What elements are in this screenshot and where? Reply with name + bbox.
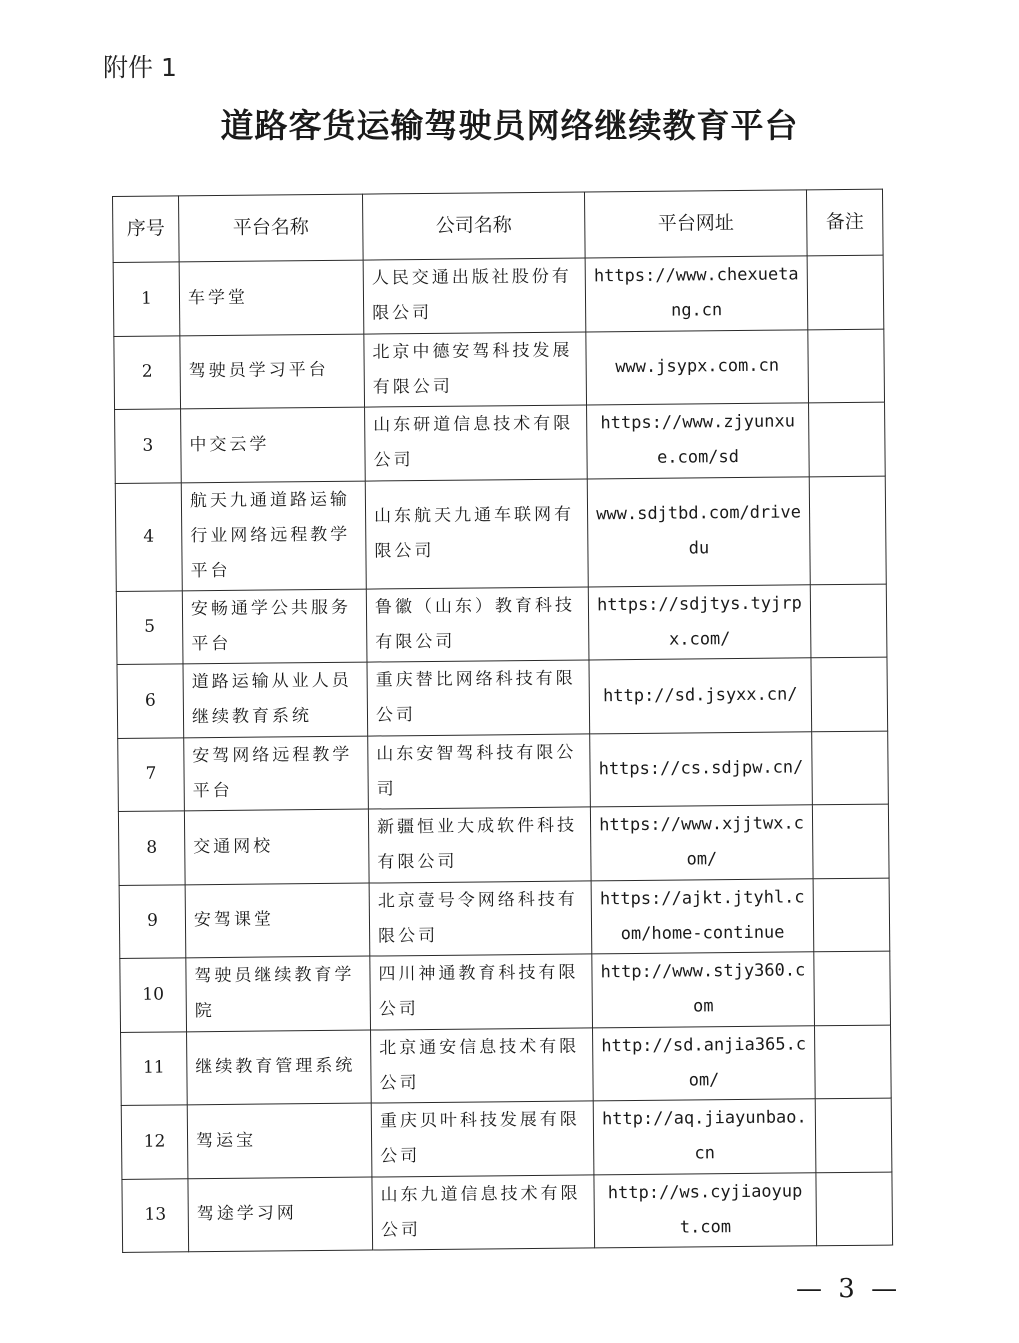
table-row <box>115 476 886 591</box>
table-row <box>116 584 887 665</box>
platform-url: http://sd.anjia365.com/ <box>593 1025 816 1101</box>
platform-name: 驾运宝 <box>187 1103 372 1178</box>
platform-name: 航天九通道路运输行业网络远程教学平台 <box>181 481 366 591</box>
platform-name: 中交云学 <box>181 407 366 482</box>
table-row <box>113 255 884 336</box>
note <box>809 476 886 585</box>
company-name: 山东安智驾科技有限公司 <box>368 733 591 809</box>
table-row <box>118 804 889 885</box>
company-name: 北京通安信息技术有限公司 <box>371 1027 594 1103</box>
platform-table <box>112 189 893 1253</box>
table-row <box>114 329 885 410</box>
row-number: 12 <box>121 1105 188 1179</box>
column-header-platform-url: 平台网址 <box>584 190 807 258</box>
table-header-row <box>113 189 884 262</box>
page-number: — 3 — <box>796 1274 902 1304</box>
company-name: 山东航天九通车联网有限公司 <box>365 478 588 588</box>
note <box>809 402 886 476</box>
company-name: 鲁徽（山东）教育科技有限公司 <box>366 586 589 662</box>
row-number: 9 <box>119 884 186 958</box>
platform-url: http://sd.jsyxx.cn/ <box>589 658 812 734</box>
table-row <box>119 878 890 959</box>
table-row <box>120 951 891 1032</box>
note <box>812 804 889 878</box>
column-header-platform-name: 平台名称 <box>179 194 364 262</box>
column-header-company-name: 公司名称 <box>362 192 585 260</box>
note <box>814 951 891 1025</box>
platform-name: 安驾课堂 <box>185 883 370 958</box>
platform-url: https://sdjtys.tyjrpx.com/ <box>588 584 811 660</box>
note <box>808 329 885 403</box>
column-header-no: 序号 <box>113 196 180 263</box>
table-row <box>121 1098 892 1179</box>
platform-name: 安驾网络远程教学平台 <box>184 736 369 811</box>
table-row <box>121 1025 892 1106</box>
row-number: 1 <box>113 262 180 336</box>
platform-url: https://cs.sdjpw.cn/ <box>590 731 813 807</box>
row-number: 10 <box>120 958 187 1032</box>
platform-url: https://www.chexuetang.cn <box>585 256 808 332</box>
platform-name: 驾驶员继续教育学院 <box>186 956 371 1031</box>
platform-name: 继续教育管理系统 <box>187 1030 372 1105</box>
platform-url: www.jsypx.com.cn <box>586 329 809 405</box>
note <box>814 1025 891 1099</box>
platform-name: 驾途学习网 <box>188 1177 373 1252</box>
row-number: 13 <box>122 1178 189 1252</box>
row-number: 6 <box>117 664 184 738</box>
company-name: 重庆贝叶科技发展有限公司 <box>371 1101 594 1177</box>
platform-url: https://www.zjyunxue.com/sd <box>587 403 810 479</box>
note <box>813 878 890 952</box>
note <box>812 731 889 805</box>
platform-url: www.sdjtbd.com/drivedu <box>587 476 810 586</box>
row-number: 4 <box>115 482 182 591</box>
table-row <box>115 402 886 483</box>
note <box>816 1172 893 1246</box>
company-name: 人民交通出版社股份有限公司 <box>363 258 586 334</box>
row-number: 11 <box>121 1031 188 1105</box>
note <box>810 584 887 658</box>
platform-name: 车学堂 <box>179 260 364 335</box>
attachment-label: 附件 1 <box>103 53 177 82</box>
platform-name: 道路运输从业人员继续教育系统 <box>183 662 368 737</box>
platform-name: 交通网校 <box>184 809 369 884</box>
platform-url: https://ajkt.jtyhl.com/home-continue <box>591 878 814 954</box>
company-name: 四川神通教育科技有限公司 <box>370 954 593 1030</box>
platform-name: 安畅通学公共服务平台 <box>182 589 367 664</box>
row-number: 7 <box>118 737 185 811</box>
note <box>815 1098 892 1172</box>
company-name: 山东九道信息技术有限公司 <box>372 1174 595 1250</box>
company-name: 北京中德安驾科技发展有限公司 <box>364 331 587 407</box>
company-name: 山东研道信息技术有限公司 <box>365 405 588 481</box>
company-name: 北京壹号令网络科技有限公司 <box>369 880 592 956</box>
table-row <box>122 1172 893 1253</box>
note <box>811 657 888 731</box>
platform-name: 驾驶员学习平台 <box>180 334 365 409</box>
platform-url: http://ws.cyjiaoyupt.com <box>594 1172 817 1248</box>
company-name: 新疆恒业大成软件科技有限公司 <box>368 807 591 883</box>
company-name: 重庆替比网络科技有限公司 <box>367 660 590 736</box>
column-header-note: 备注 <box>806 189 883 256</box>
row-number: 8 <box>118 811 185 885</box>
row-number: 2 <box>114 335 181 409</box>
table-row <box>117 657 888 738</box>
platform-url: http://aq.jiayunbao.cn <box>593 1099 816 1175</box>
row-number: 5 <box>116 590 183 664</box>
table-row <box>118 731 889 812</box>
note <box>807 255 884 329</box>
platform-url: http://www.stjy360.com <box>592 952 815 1028</box>
row-number: 3 <box>115 409 182 483</box>
platform-url: https://www.xjjtwx.com/ <box>590 805 813 881</box>
document-title: 道路客货运输驾驶员网络继续教育平台 <box>220 106 799 145</box>
